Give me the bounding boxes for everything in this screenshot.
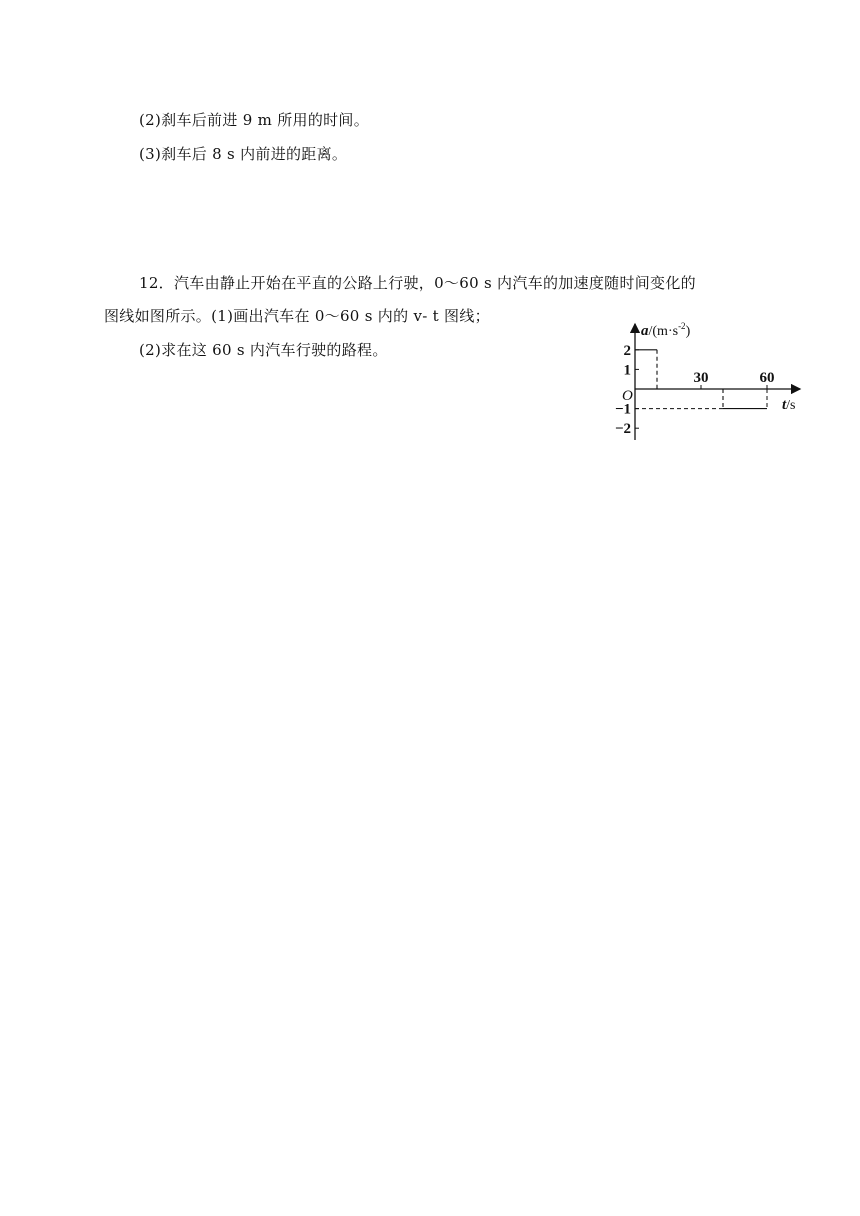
q12-stem-line1: 12．汽车由静止开始在平直的公路上行驶，0～60 s 内汽车的加速度随时间变化的 — [139, 274, 696, 292]
q11-part2-text: (2)刹车后前进 9 m 所用的时间。 — [139, 111, 370, 129]
x-axis-unit: /s — [786, 398, 796, 413]
y-axis-label — [641, 321, 691, 339]
y-axis-unit-close: ) — [685, 324, 691, 339]
x-axis-label — [782, 397, 796, 413]
x-tick-label: 30 — [693, 370, 709, 386]
acceleration-time-graph — [600, 318, 820, 443]
q12-stem-line2: 图线如图所示。(1)画出汽车在 0～60 s 内的 v- t 图线； — [104, 307, 490, 325]
origin-label: O — [622, 388, 633, 404]
y-tick-label: −2 — [614, 421, 631, 438]
svg-text:t/s — [782, 397, 796, 413]
x-axis-symbol: t — [782, 397, 787, 413]
y-axis-symbol: a — [641, 323, 649, 339]
x-tick-label: 60 — [759, 370, 775, 386]
q12-part2-text: (2)求在这 60 s 内汽车行驶的路程。 — [139, 341, 388, 359]
q11-part3-text: (3)刹车后 8 s 内前进的距离。 — [139, 145, 348, 163]
y-tick-label: 2 — [623, 342, 631, 359]
y-axis-unit: /(m·s — [648, 324, 679, 339]
y-tick-label: 1 — [623, 362, 631, 379]
y-tick-label: −1 — [614, 401, 631, 418]
svg-text:a/(m·s-2) — [641, 321, 691, 339]
y-axis-unit-exponent: -2 — [678, 321, 686, 331]
